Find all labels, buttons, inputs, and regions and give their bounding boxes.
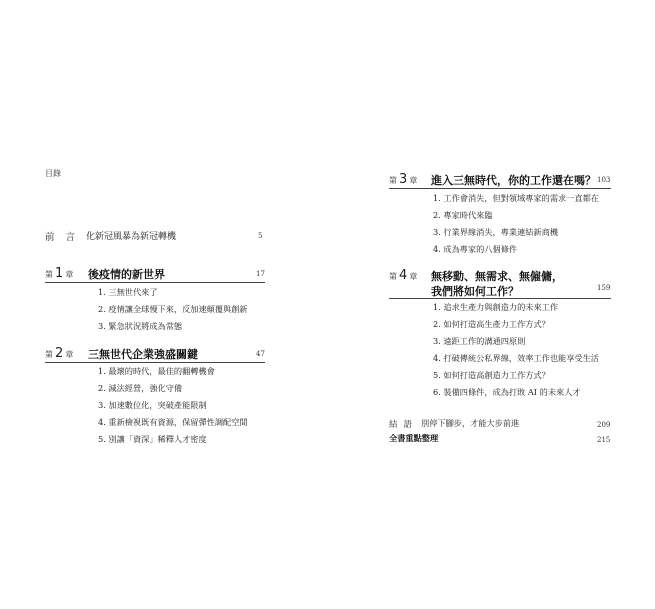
- chapter-3-item: 4. 成為專家的八個條件: [433, 244, 518, 254]
- chapter-3-item: 3. 行業界線消失，專業連結新商機: [433, 227, 559, 237]
- chapter-3-item: 2. 專家時代來臨: [433, 210, 493, 220]
- chapter-4-item: 4. 打破傳統公私界線，效率工作也能享受生活: [433, 353, 599, 363]
- summary-page: 215: [597, 436, 611, 444]
- chapter-4-item: 6. 裝備四條件，成為打敗 AI 的未來人才: [433, 387, 581, 397]
- conclusion-page: 209: [597, 421, 611, 429]
- chapter-4-label: 第 4 章: [389, 268, 418, 283]
- chapter-2-item: 5. 別讓「資深」稀釋人才密度: [98, 434, 207, 444]
- preface-page: 5: [258, 232, 263, 240]
- preface-label: 前言: [45, 232, 87, 243]
- toc-heading: 目錄: [45, 169, 61, 178]
- chapter-2-title: 三無世代企業強盛關鍵: [88, 348, 198, 361]
- chapter-1-label: 第 1 章: [45, 266, 74, 281]
- chapter-4-title-line2: 我們將如何工作？: [431, 285, 519, 298]
- chapter-4-rule: [389, 298, 611, 299]
- chapter-2-item: 2. 減法經營，強化守備: [98, 383, 183, 393]
- chapter-1-item: 1. 三無世代來了: [98, 287, 158, 297]
- chapter-1-title: 後疫情的新世界: [88, 268, 165, 281]
- chapter-2-label: 第 2 章: [45, 346, 74, 361]
- chapter-2-item: 1. 最壞的時代，最佳的翻轉機會: [98, 366, 215, 376]
- chapter-3-item: 1. 工作會消失，但對領域專家的需求一直都在: [433, 193, 599, 203]
- chapter-4-item: 3. 遠距工作的溝通四原則: [433, 336, 526, 346]
- chapter-1-page: 17: [256, 270, 265, 278]
- chapter-4-item: 2. 如何打造高生產力工作方式？: [433, 319, 550, 329]
- chapter-4-item: 5. 如何打造高創造力工作方式？: [433, 370, 550, 380]
- chapter-2-item: 4. 重新檢視既有資源，保留彈性調配空間: [98, 417, 248, 427]
- chapter-3-rule: [389, 188, 611, 189]
- conclusion-title: 別停下腳步，才能大步前進: [421, 418, 520, 428]
- preface-title: 化新冠風暴為新冠轉機: [86, 232, 177, 242]
- chapter-2-item: 3. 加速數位化，突破產能限制: [98, 400, 207, 410]
- chapter-1-number: 1: [55, 266, 64, 281]
- chapter-3-label: 第 3 章: [389, 172, 418, 187]
- chapter-3-page: 103: [597, 176, 611, 184]
- chapter-3-title: 進入三無時代，你的工作還在嗎？: [431, 174, 596, 187]
- chapter-4-number: 4: [399, 268, 408, 283]
- chapter-1-rule: [45, 282, 265, 283]
- chapter-4-page: 159: [597, 284, 611, 292]
- chapter-2-rule: [45, 362, 265, 363]
- chapter-1-item: 2. 疫情讓全球慢下來，反加速顛覆與創新: [98, 304, 248, 314]
- chapter-3-number: 3: [399, 172, 408, 187]
- conclusion-label: 結語: [389, 420, 419, 430]
- chapter-1-item: 3. 緊急狀況將成為常態: [98, 321, 183, 331]
- chapter-4-item: 1. 追求生產力與創造力的未來工作: [433, 302, 559, 312]
- chapter-2-number: 2: [55, 346, 64, 361]
- chapter-4-title: 無移動、無需求、無僱傭，: [431, 270, 563, 283]
- summary-title: 全書重點整理: [389, 433, 439, 443]
- chapter-2-page: 47: [256, 350, 265, 358]
